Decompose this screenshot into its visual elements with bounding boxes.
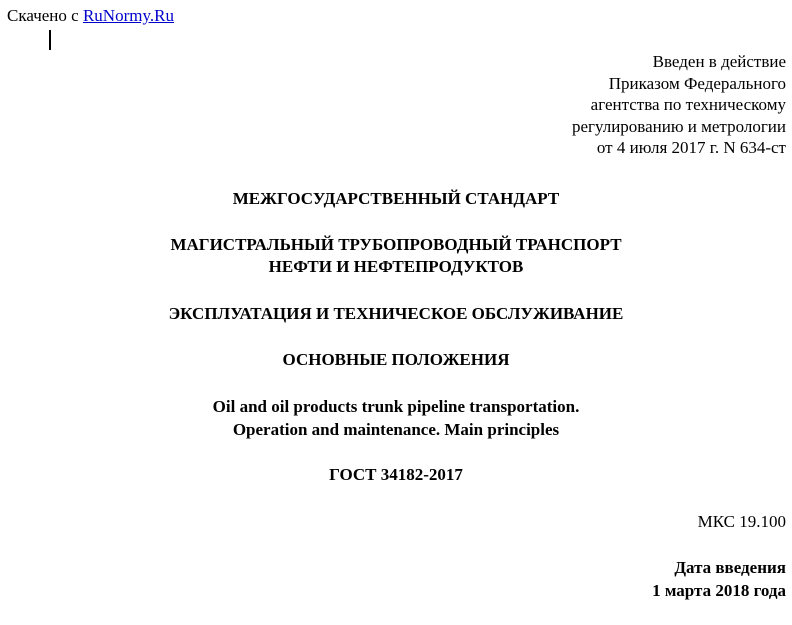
enactment-block — [572, 51, 786, 159]
mks-code: МКС 19.100 — [697, 512, 786, 531]
title-line: МАГИСТРАЛЬНЫЙ ТРУБОПРОВОДНЫЙ ТРАНСПОРТ — [170, 235, 622, 254]
enactment-line: агентства по техническому — [590, 95, 786, 114]
source-note — [7, 6, 174, 26]
standard-category: МЕЖГОСУДАРСТВЕННЫЙ СТАНДАРТ — [232, 189, 560, 208]
english-title-line: Oil and oil products trunk pipeline transportation. — [212, 397, 580, 416]
text-cursor — [49, 30, 51, 50]
effective-date: 1 марта 2018 года — [652, 581, 786, 600]
english-title-line: Operation and maintenance. Main principles — [232, 420, 560, 439]
subtitle: ЭКСПЛУАТАЦИЯ И ТЕХНИЧЕСКОЕ ОБСЛУЖИВАНИЕ — [168, 304, 624, 323]
runormy-link[interactable]: RuNormy.Ru — [82, 6, 174, 25]
section-title: ОСНОВНЫЕ ПОЛОЖЕНИЯ — [282, 350, 510, 369]
enactment-line: регулированию и метрологии — [571, 116, 786, 136]
enactment-line: от 4 июля 2017 г. N 634-ст — [596, 138, 786, 157]
enactment-line: Введен в действие — [652, 52, 786, 71]
title-line: НЕФТИ И НЕФТЕПРОДУКТОВ — [268, 257, 524, 276]
gost-code: ГОСТ 34182-2017 — [329, 465, 463, 484]
enactment-line: Приказом Федерального — [608, 73, 786, 93]
source-prefix: Скачено с — [7, 6, 83, 25]
effective-date-label: Дата введения — [674, 558, 786, 577]
